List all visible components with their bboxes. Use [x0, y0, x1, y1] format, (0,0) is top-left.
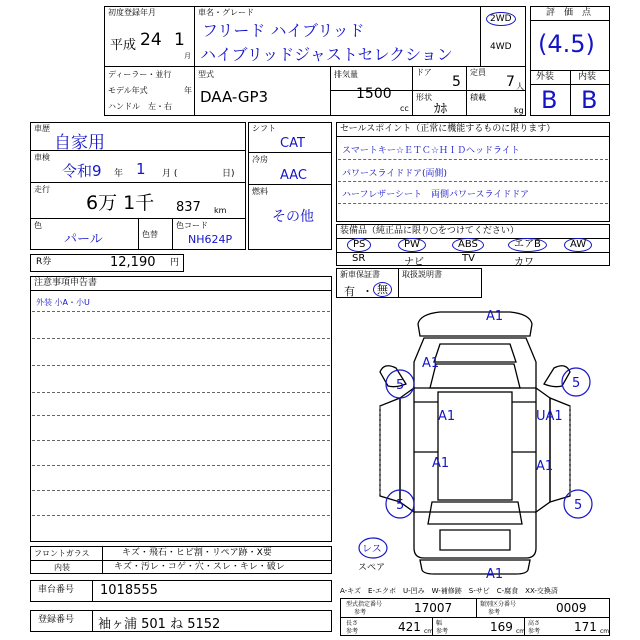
mileage-value: 6万 1千: [86, 192, 155, 214]
height-value: 171: [574, 620, 597, 634]
handle-label: ハンドル 左・右: [108, 102, 172, 111]
height-ref: 参考: [528, 628, 541, 635]
engine-unit: cc: [400, 104, 409, 113]
damage-mark: UA1: [536, 409, 563, 424]
shift-label: シフト: [252, 124, 276, 133]
equip-abs: ABS: [452, 238, 484, 252]
load-unit: kg: [514, 106, 524, 115]
recycle-value: 12,190: [110, 255, 156, 270]
selling-item: ハーフレザーシート 両側パワースライドドア: [342, 190, 530, 200]
damage-mark: 5: [396, 378, 405, 393]
book-label: 取扱説明書: [402, 270, 442, 279]
width-label: 幅: [436, 620, 443, 627]
warranty-label: 新車保証書: [340, 270, 380, 279]
engine-value: 1500: [356, 86, 392, 102]
class-ref: 参考: [488, 609, 501, 616]
length-ref: 参考: [346, 628, 359, 635]
width-ref: 参考: [436, 628, 449, 635]
car-name: フリード ハイブリッド: [202, 21, 365, 40]
reg-month-unit: 月: [184, 52, 191, 60]
interior-items: キズ・汚レ・コゲ・穴・スレ・キレ・破レ: [114, 562, 285, 572]
damage-mark: 5: [574, 498, 583, 513]
mileage-sub: 837: [176, 200, 201, 215]
plate-value: 袖ヶ浦 501 ね 5152: [98, 617, 221, 632]
warranty-yes: 有: [344, 285, 355, 298]
usage-value: 自家用: [54, 133, 105, 153]
class-label: 類別区分番号: [480, 601, 517, 608]
plate-label: 登録番号: [38, 615, 75, 625]
score-value: (4.5): [538, 30, 595, 58]
width-unit: cm: [516, 628, 526, 635]
damage-mark: A1: [486, 309, 504, 324]
notes-panel: [30, 276, 332, 542]
spare-label: スペア: [358, 563, 386, 573]
car-grade: ハイブリッドジャストセレクション: [200, 45, 453, 64]
warranty-sep: ・: [362, 285, 373, 298]
reg-month: 1: [174, 30, 185, 50]
equip-airbag: エアB: [508, 238, 547, 252]
class-value: 0009: [556, 601, 587, 615]
damage-codes: A-キズ E-エクボ U-凹み W-補修跡 S-サビ C-腐食 XX-交換済: [340, 587, 558, 595]
notes-line: 外装 小A・小U: [36, 298, 90, 307]
ac-value: AAC: [280, 168, 307, 183]
damage-mark: 5: [396, 498, 405, 513]
model-value: DAA-GP3: [200, 88, 269, 106]
color-value: パール: [64, 232, 103, 247]
inspection-month-unit: 月 (: [162, 169, 178, 179]
inspection-month: 1: [136, 160, 146, 178]
warranty-no: 無: [373, 282, 392, 297]
reg-year: 24: [140, 30, 162, 50]
equip-navi: ナビ: [404, 257, 424, 268]
recycle-panel: [30, 254, 184, 272]
reg-era: 平成: [110, 38, 137, 53]
chassis-value: 1018555: [100, 583, 158, 598]
color-code-label: 色コード: [176, 221, 208, 230]
width-value: 169: [490, 620, 513, 634]
shape-value: ｶﾎ: [434, 102, 447, 117]
car-spec-label: 型式指定番号: [346, 601, 383, 608]
score-int: B: [581, 86, 598, 114]
capacity-unit: 人: [516, 82, 524, 91]
color-code: NH624P: [188, 233, 233, 246]
doors-value: 5: [452, 74, 461, 90]
recycle-label: R券: [36, 257, 52, 267]
shift-value: CAT: [280, 136, 305, 151]
load-label: 積載: [470, 93, 486, 102]
drive-2wd: 2WD: [486, 12, 516, 26]
ac-label: 冷房: [252, 155, 268, 164]
mileage-unit: km: [214, 206, 227, 215]
interior-label: 内装: [54, 563, 70, 572]
notes-label: 注意事項申告書: [34, 278, 98, 288]
fuel-label: 燃料: [252, 187, 268, 196]
height-label: 高さ: [528, 620, 541, 627]
dealer-label: ディーラー・並行: [108, 70, 172, 79]
model-year-unit: 年: [184, 86, 192, 95]
equip-pw: PW: [398, 238, 426, 252]
color-swap-label: 色替: [142, 230, 158, 239]
height-unit: cm: [600, 628, 610, 635]
damage-mark: A1: [438, 409, 456, 424]
equipment-label: 装備品（純正品に限り○をつけてください）: [340, 226, 519, 236]
recycle-unit: 円: [170, 258, 180, 268]
model-label: 型式: [198, 70, 214, 79]
length-label: 長さ: [346, 620, 359, 627]
score-ext-label: 外装: [536, 72, 555, 82]
inspection-label: 車検: [34, 153, 50, 162]
glass-label: フロントガラス: [34, 549, 90, 558]
equip-sr: SR: [352, 253, 366, 264]
damage-mark: 5: [572, 376, 581, 391]
equip-ps: PS: [347, 238, 371, 252]
selling-label: セールスポイント（正常に機能するものに限ります）: [340, 124, 556, 134]
capacity-label: 定員: [470, 68, 486, 77]
glass-items: キズ・飛石・ヒビ割・リペア跡・X要: [122, 548, 272, 558]
car-label: 車名・グレード: [198, 8, 254, 17]
equip-leather: カワ: [514, 257, 534, 268]
score-label: 評 価 点: [546, 8, 592, 18]
score-int-label: 内装: [578, 72, 597, 82]
doors-label: ドア: [416, 68, 432, 77]
spec-ref: 参考: [354, 609, 367, 616]
capacity-value: 7: [506, 74, 515, 90]
length-value: 421: [398, 620, 421, 634]
model-year-label: モデル年式: [108, 86, 148, 95]
spare-mark: レス: [362, 544, 382, 555]
mileage-label: 走行: [34, 185, 50, 194]
equip-tv: TV: [462, 253, 475, 264]
color-label: 色: [34, 221, 42, 230]
damage-mark: A1: [536, 459, 554, 474]
reg-label: 初度登録年月: [108, 8, 156, 17]
equip-aw: AW: [564, 238, 592, 252]
selling-item: パワースライドドア(両側): [342, 169, 448, 179]
chassis-panel: [30, 580, 332, 602]
fuel-value: その他: [272, 209, 314, 225]
car-spec-value: 17007: [414, 601, 453, 615]
inspection-era: 令和9: [62, 162, 102, 180]
score-ext: B: [541, 86, 558, 114]
damage-mark: A1: [432, 456, 450, 471]
damage-mark: A1: [486, 567, 504, 582]
engine-label: 排気量: [334, 70, 358, 79]
damage-mark: A1: [422, 356, 440, 371]
length-unit: cm: [424, 628, 434, 635]
chassis-label: 車台番号: [38, 585, 75, 595]
usage-label: 車歴: [34, 124, 50, 133]
shape-label: 形状: [416, 93, 432, 102]
selling-item: スマートキー☆ＥＴＣ☆ＨＩＤヘッドライト: [342, 146, 520, 156]
car-diagram: [340, 302, 610, 582]
drive-4wd: 4WD: [490, 42, 512, 52]
inspection-year-unit: 年: [114, 169, 124, 179]
inspection-day-unit: 日): [222, 169, 235, 179]
